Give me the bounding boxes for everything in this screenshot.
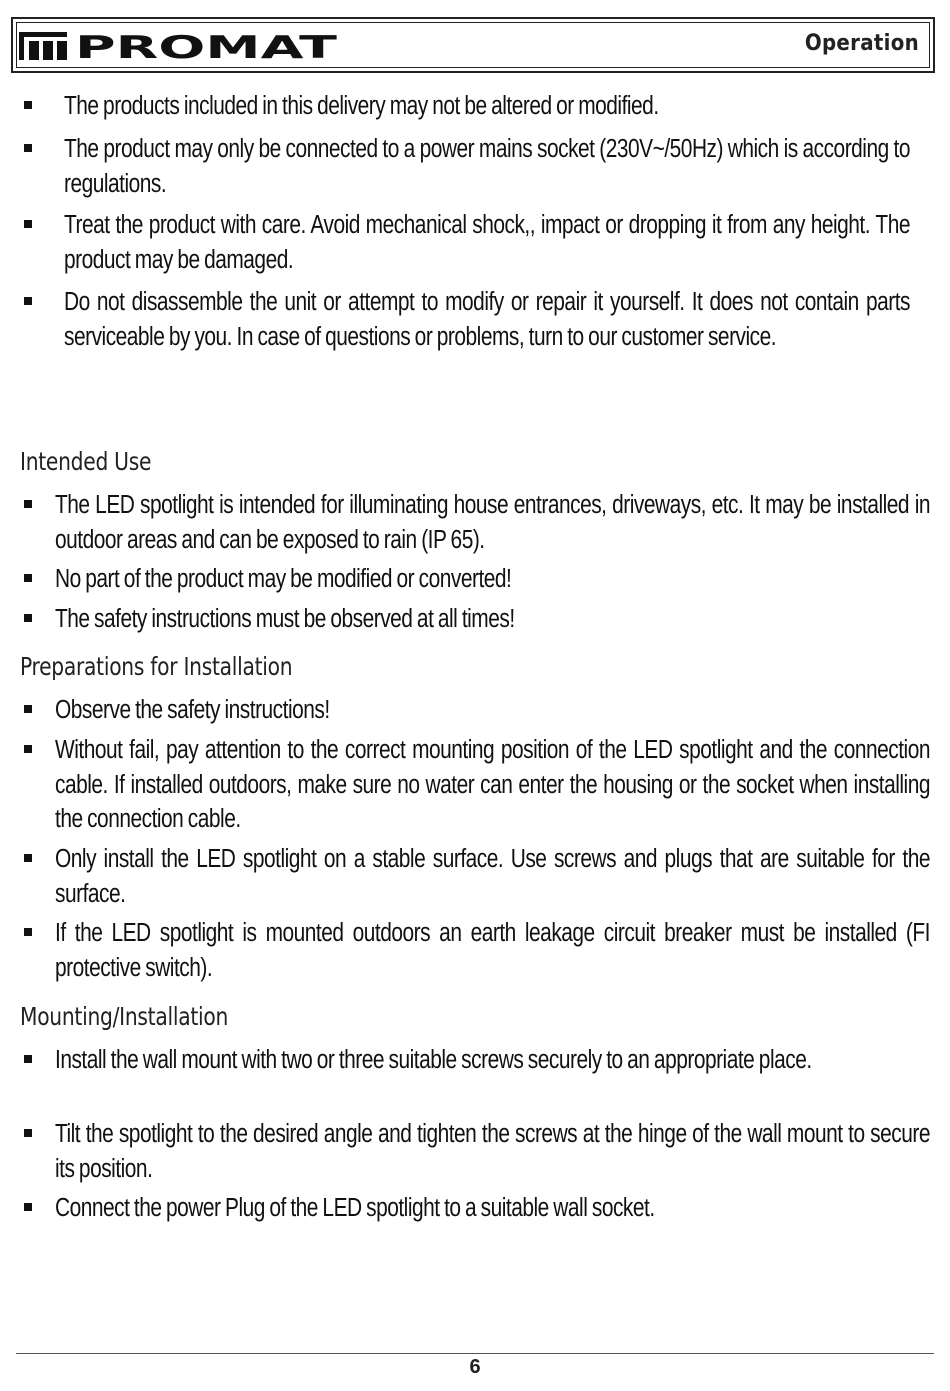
bullet-icon: [24, 1129, 32, 1137]
bullet-icon: [24, 297, 32, 305]
bullet-icon: [24, 101, 32, 109]
page-number: 6: [469, 1356, 481, 1378]
bullet-icon: [24, 705, 32, 713]
section-heading: Mounting/Installation: [20, 1002, 229, 1031]
section-heading: Preparations for Installation: [20, 652, 293, 681]
list-item: Only install the LED spotlight on a stable surface. Use screws and plugs that are suitable for the surface.: [55, 845, 930, 908]
list-item: No part of the product may be modified or converted!: [55, 565, 512, 593]
page-header: [11, 17, 935, 73]
list-item: Do not disassemble the unit or attempt to modify or repair it yourself. It does not contain parts serviceable by you. In case of questions or problems, turn to our customer service.: [64, 288, 910, 351]
list-item: The products included in this delivery may not be altered or modified.: [64, 92, 659, 120]
list-item: Tilt the spotlight to the desired angle and tighten the screws at the hinge of the wall mount to secure its position.: [55, 1120, 930, 1183]
bullet-icon: [24, 745, 32, 753]
bullet-icon: [24, 144, 32, 152]
list-item: Treat the product with care. Avoid mechanical shock,, impact or dropping it from any height. The product may be damaged.: [64, 211, 910, 274]
list-item: The LED spotlight is intended for illuminating house entrances, driveways, etc. It may be installed in outdoor areas and can be exposed to rain (IP 65).: [55, 491, 930, 554]
bullet-icon: [24, 220, 32, 228]
logo-wordmark: PROMAT: [75, 32, 337, 60]
list-item: Observe the safety instructions!: [55, 696, 330, 724]
bullet-icon: [24, 1203, 32, 1211]
promat-logo: [19, 32, 339, 60]
bullet-icon: [24, 928, 32, 936]
section-heading: Intended Use: [20, 447, 152, 476]
list-item: Without fail, pay attention to the correct mounting position of the LED spotlight and the connection cable. If installed outdoors, make sure no water can enter the housing or the socket when installing the connection cable.: [55, 736, 930, 833]
list-item: The safety instructions must be observed at all times!: [55, 605, 515, 633]
footer-divider: [16, 1353, 934, 1354]
list-item: Install the wall mount with two or three suitable screws securely to an appropriate place.: [55, 1046, 812, 1074]
bullet-icon: [24, 1055, 32, 1063]
bullet-icon: [24, 614, 32, 622]
list-item: The product may only be connected to a power mains socket (230V~/50Hz) which is according to regulations.: [64, 135, 910, 198]
header-section-title: Operation: [804, 31, 919, 56]
list-item: Connect the power Plug of the LED spotlight to a suitable wall socket.: [55, 1194, 655, 1222]
bullet-icon: [24, 500, 32, 508]
list-item: If the LED spotlight is mounted outdoors an earth leakage circuit breaker must be installed (FI protective switch).: [55, 919, 930, 982]
bullet-icon: [24, 854, 32, 862]
bullet-icon: [24, 574, 32, 582]
